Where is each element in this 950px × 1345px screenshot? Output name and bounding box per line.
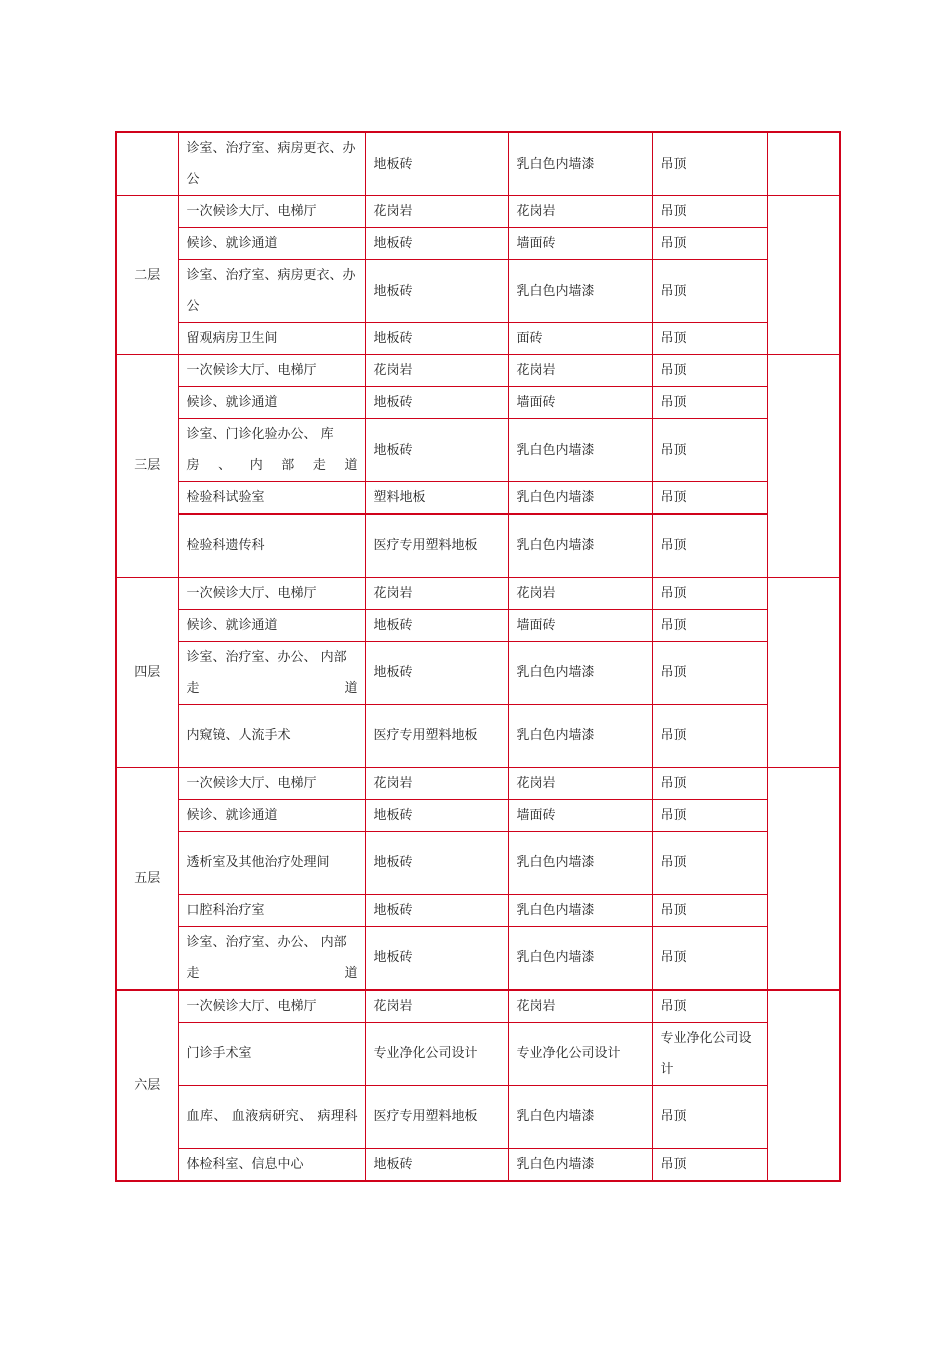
- wall-finish-cell: 乳白色内墙漆: [508, 926, 652, 990]
- floor-label: 六层: [116, 990, 178, 1181]
- wall-finish-cell: 墙面砖: [508, 609, 652, 641]
- area-cell: 诊室、门诊化验办公、 库房、内部走道: [178, 419, 365, 482]
- area-cell: 血库、 血液病研究、 病理科: [178, 1085, 365, 1148]
- floor-finish-cell: 医疗专用塑料地板: [365, 704, 508, 767]
- floor-finish-cell: 地板砖: [365, 926, 508, 990]
- floor-label: 二层: [116, 196, 178, 355]
- floor-finish-cell: 专业净化公司设计: [365, 1022, 508, 1085]
- ceiling-finish-cell: 吊顶: [652, 767, 767, 799]
- wall-finish-cell: 乳白色内墙漆: [508, 514, 652, 577]
- ceiling-finish-cell: 吊顶: [652, 323, 767, 355]
- wall-finish-cell: 乳白色内墙漆: [508, 482, 652, 515]
- ceiling-finish-cell: 吊顶: [652, 482, 767, 515]
- ceiling-finish-cell: 吊顶: [652, 704, 767, 767]
- wall-finish-cell: 乳白色内墙漆: [508, 419, 652, 482]
- remarks-cell: [767, 767, 840, 990]
- floor-label: 三层: [116, 355, 178, 578]
- area-cell: 门诊手术室: [178, 1022, 365, 1085]
- wall-finish-cell: 墙面砖: [508, 799, 652, 831]
- wall-finish-cell: 花岗岩: [508, 196, 652, 228]
- floor-finish-cell: 地板砖: [365, 387, 508, 419]
- ceiling-finish-cell: 吊顶: [652, 419, 767, 482]
- ceiling-finish-cell: 吊顶: [652, 1148, 767, 1181]
- ceiling-finish-cell: 吊顶: [652, 641, 767, 704]
- area-cell: 诊室、治疗室、办公、 内部走道: [178, 641, 365, 704]
- ceiling-finish-cell: 吊顶: [652, 260, 767, 323]
- area-cell: 检验科遗传科: [178, 514, 365, 577]
- wall-finish-cell: 乳白色内墙漆: [508, 1148, 652, 1181]
- floor-finish-cell: 地板砖: [365, 609, 508, 641]
- area-cell: 透析室及其他治疗处理间: [178, 831, 365, 894]
- ceiling-finish-cell: 吊顶: [652, 990, 767, 1023]
- ceiling-finish-cell: 吊顶: [652, 609, 767, 641]
- wall-finish-cell: 面砖: [508, 323, 652, 355]
- ceiling-finish-cell: 吊顶: [652, 831, 767, 894]
- wall-finish-cell: 墙面砖: [508, 228, 652, 260]
- ceiling-finish-cell: 吊顶: [652, 1085, 767, 1148]
- ceiling-finish-cell: 吊顶: [652, 355, 767, 387]
- ceiling-finish-cell: 吊顶: [652, 577, 767, 609]
- wall-finish-cell: 墙面砖: [508, 387, 652, 419]
- area-cell: 体检科室、信息中心: [178, 1148, 365, 1181]
- floor-finish-cell: 地板砖: [365, 228, 508, 260]
- area-cell: 诊室、治疗室、病房更衣、办公: [178, 132, 365, 196]
- finishes-table: [115, 131, 841, 1182]
- area-cell: 诊室、治疗室、办公、 内部走道: [178, 926, 365, 990]
- area-cell: 一次候诊大厅、电梯厅: [178, 196, 365, 228]
- area-cell: 一次候诊大厅、电梯厅: [178, 355, 365, 387]
- wall-finish-cell: 乳白色内墙漆: [508, 831, 652, 894]
- remarks-cell: [767, 196, 840, 355]
- ceiling-finish-cell: 吊顶: [652, 799, 767, 831]
- wall-finish-cell: 花岗岩: [508, 355, 652, 387]
- floor-finish-cell: 地板砖: [365, 132, 508, 196]
- remarks-cell: [767, 990, 840, 1181]
- area-cell: 内窥镜、人流手术: [178, 704, 365, 767]
- floor-finish-cell: 地板砖: [365, 419, 508, 482]
- floor-finish-cell: 地板砖: [365, 894, 508, 926]
- area-cell: 候诊、就诊通道: [178, 799, 365, 831]
- area-cell: 口腔科治疗室: [178, 894, 365, 926]
- ceiling-finish-cell: 吊顶: [652, 514, 767, 577]
- wall-finish-cell: 乳白色内墙漆: [508, 894, 652, 926]
- wall-finish-cell: 乳白色内墙漆: [508, 641, 652, 704]
- wall-finish-cell: 专业净化公司设计: [508, 1022, 652, 1085]
- area-cell: 留观病房卫生间: [178, 323, 365, 355]
- floor-finish-cell: 花岗岩: [365, 577, 508, 609]
- area-cell: 检验科试验室: [178, 482, 365, 515]
- ceiling-finish-cell: 吊顶: [652, 894, 767, 926]
- area-cell: 候诊、就诊通道: [178, 228, 365, 260]
- area-cell: 候诊、就诊通道: [178, 387, 365, 419]
- wall-finish-cell: 花岗岩: [508, 577, 652, 609]
- floor-label: 五层: [116, 767, 178, 990]
- ceiling-finish-cell: 吊顶: [652, 132, 767, 196]
- area-cell: 一次候诊大厅、电梯厅: [178, 767, 365, 799]
- ceiling-finish-cell: 吊顶: [652, 228, 767, 260]
- floor-finish-cell: 地板砖: [365, 799, 508, 831]
- remarks-cell: [767, 132, 840, 196]
- floor-label: [116, 132, 178, 196]
- floor-finish-cell: 地板砖: [365, 323, 508, 355]
- ceiling-finish-cell: 吊顶: [652, 926, 767, 990]
- area-cell: 诊室、治疗室、病房更衣、办公: [178, 260, 365, 323]
- floor-finish-cell: 地板砖: [365, 641, 508, 704]
- remarks-cell: [767, 577, 840, 767]
- wall-finish-cell: 乳白色内墙漆: [508, 260, 652, 323]
- floor-finish-cell: 医疗专用塑料地板: [365, 514, 508, 577]
- wall-finish-cell: 花岗岩: [508, 990, 652, 1023]
- area-cell: 一次候诊大厅、电梯厅: [178, 577, 365, 609]
- ceiling-finish-cell: 吊顶: [652, 387, 767, 419]
- wall-finish-cell: 乳白色内墙漆: [508, 1085, 652, 1148]
- area-cell: 候诊、就诊通道: [178, 609, 365, 641]
- ceiling-finish-cell: 专业净化公司设计: [652, 1022, 767, 1085]
- area-cell: 一次候诊大厅、电梯厅: [178, 990, 365, 1023]
- wall-finish-cell: 乳白色内墙漆: [508, 704, 652, 767]
- floor-finish-cell: 地板砖: [365, 1148, 508, 1181]
- floor-finish-cell: 塑料地板: [365, 482, 508, 515]
- remarks-cell: [767, 355, 840, 578]
- wall-finish-cell: 花岗岩: [508, 767, 652, 799]
- floor-finish-cell: 花岗岩: [365, 990, 508, 1023]
- floor-finish-cell: 花岗岩: [365, 355, 508, 387]
- wall-finish-cell: 乳白色内墙漆: [508, 132, 652, 196]
- floor-finish-cell: 花岗岩: [365, 196, 508, 228]
- floor-label: 四层: [116, 577, 178, 767]
- floor-finish-cell: 花岗岩: [365, 767, 508, 799]
- ceiling-finish-cell: 吊顶: [652, 196, 767, 228]
- floor-finish-cell: 地板砖: [365, 831, 508, 894]
- floor-finish-cell: 医疗专用塑料地板: [365, 1085, 508, 1148]
- floor-finish-cell: 地板砖: [365, 260, 508, 323]
